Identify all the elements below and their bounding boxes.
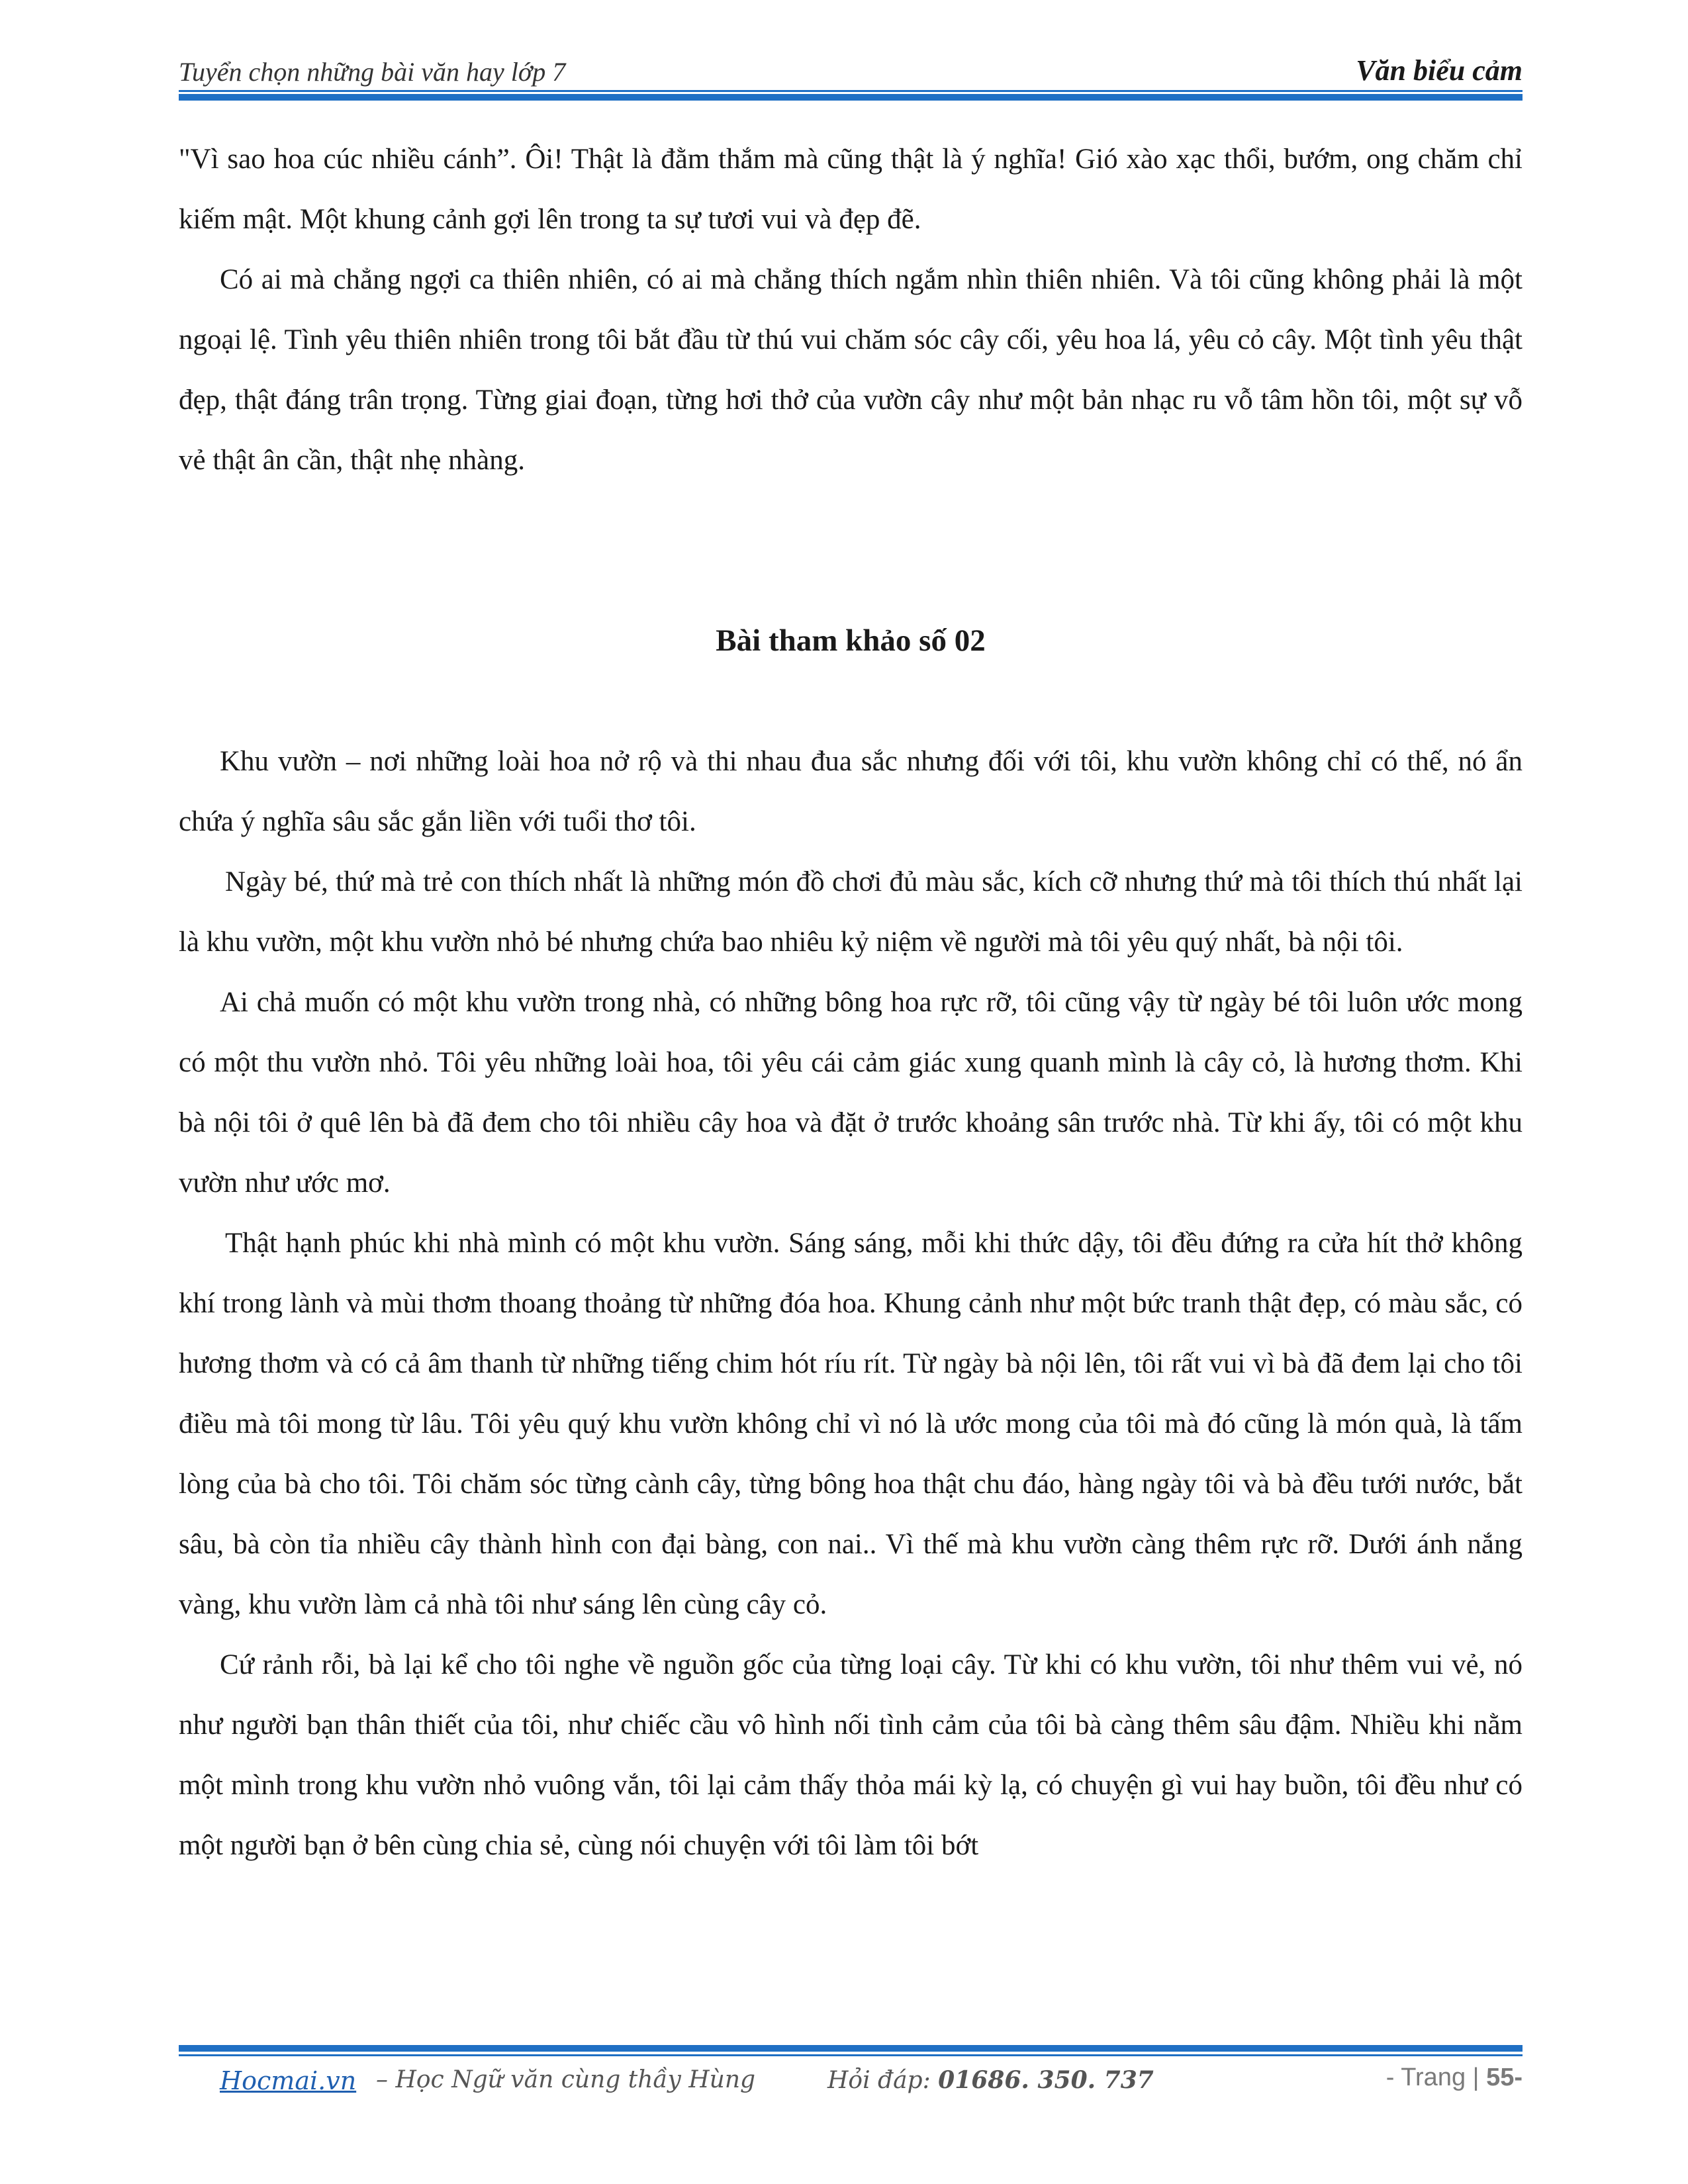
document-body [179,129,1523,1876]
paragraph: Cứ rảnh rỗi, bà lại kể cho tôi nghe về nguồn gốc của từng loại cây. Từ khi có khu vườn, tôi như thêm vui vẻ, nó như người bạn thân thiết của tôi, như chiếc cầu vô hình nối tình cảm của tôi bà càng thêm sâu đậm. Nhiều khi nằm một mình trong khu vườn nhỏ vuông vắn, tôi lại cảm thấy thỏa mái kỳ lạ, có chuyện gì vui hay buồn, tôi đều như có một người bạn ở bên cùng chia sẻ, cùng nói chuyện với tôi làm tôi bớt [179,1649,1523,1861]
page-number-value: 55- [1486,2064,1523,2091]
header-book-title: Tuyển chọn những bài văn hay lớp 7 [179,57,566,87]
page-prefix: - Trang | [1385,2064,1487,2091]
paragraph: Ngày bé, thứ mà trẻ con thích nhất là những món đồ chơi đủ màu sắc, kích cỡ nhưng thứ mà tôi thích thú nhất lại là khu vườn, một khu vườn nhỏ bé nhưng chứa bao nhiêu kỷ niệm về người mà tôi yêu quý nhất, bà nội tôi. [179,866,1523,958]
header-rule-thick [179,94,1523,101]
section-spacer [179,671,1523,731]
footer-slogan: – Học Ngữ văn cùng thầy Hùng [376,2066,756,2093]
page-number [1386,2064,1523,2092]
section-spacer [179,490,1523,611]
paragraph: Thật hạnh phúc khi nhà mình có một khu vườn. Sáng sáng, mỗi khi thức dậy, tôi đều đứng ra cửa hít thở không khí trong lành và mùi thơm thoang thoảng từ những đóa hoa. Khung cảnh như một bức tranh thật đẹp, có màu sắc, có hương thơm và có cả âm thanh từ những tiếng chim hót ríu rít. Từ ngày bà nội lên, tôi rất vui vì bà đã đem lại cho tôi điều mà tôi mong từ lâu. Tôi yêu quý khu vườn không chỉ vì nó là ước mong của tôi mà đó cũng là món quà, là tấm lòng của bà cho tôi. Tôi chăm sóc từng cành cây, từng bông hoa thật chu đáo, hàng ngày tôi và bà đều tưới nước, bắt sâu, bà còn tỉa nhiều cây thành hình con đại bàng, con nai.. Vì thế mà khu vườn càng thêm rực rỡ. Dưới ánh nắng vàng, khu vườn làm cả nhà tôi như sáng lên cùng cây cỏ. [179,1228,1523,1620]
site-link[interactable]: Hocmai.vn [220,2066,357,2095]
paragraph: Có ai mà chẳng ngợi ca thiên nhiên, có ai mà chẳng thích ngắm nhìn thiên nhiên. Và tôi cũng không phải là một ngoại lệ. Tình yêu thiên nhiên trong tôi bắt đầu từ thú vui chăm sóc cây cối, yêu hoa lá, yêu cỏ cây. Một tình yêu thật đẹp, thật đáng trân trọng. Từng giai đoạn, từng hơi thở của vườn cây như một bản nhạc ru vỗ tâm hồn tôi, một sự vỗ vẻ thật ân cần, thật nhẹ nhàng. [179,264,1523,476]
page-header [179,49,1523,89]
paragraph: Khu vườn – nơi những loài hoa nở rộ và thi nhau đua sắc nhưng đối với tôi, khu vườn không chỉ có thế, nó ẩn chứa ý nghĩa sâu sắc gắn liền với tuổi thơ tôi. [179,746,1523,837]
section-heading: Bài tham khảo số 02 [716,623,986,658]
header-section-title: Văn biểu cảm [1356,54,1523,87]
hotline-number: 01686. 350. 737 [938,2066,1154,2094]
page-footer [179,2064,1523,2103]
footer-rule-thin [179,2054,1523,2056]
paragraph: Ai chả muốn có một khu vườn trong nhà, có những bông hoa rực rỡ, tôi cũng vậy từ ngày bé tôi luôn ước mong có một thu vườn nhỏ. Tôi yêu những loài hoa, tôi yêu cái cảm giác xung quanh mình là cây cỏ, là hương thơm. Khi bà nội tôi ở quê lên bà đã đem cho tôi nhiều cây hoa và đặt ở trước khoảng sân trước nhà. Từ khi ấy, tôi có một khu vườn như ước mơ. [179,987,1523,1199]
paragraph: "Vì sao hoa cúc nhiều cánh”. Ôi! Thật là đằm thắm mà cũng thật là ý nghĩa! Gió xào xạc thổi, bướm, ong chăm chỉ kiếm mật. Một khung cảnh gợi lên trong ta sự tươi vui và đẹp đẽ. [179,144,1523,235]
footer-hotline [827,2066,1154,2094]
hotline-label: Hỏi đáp: [827,2067,939,2094]
footer-rule-thick [179,2045,1523,2052]
header-rule-thin [179,90,1523,92]
